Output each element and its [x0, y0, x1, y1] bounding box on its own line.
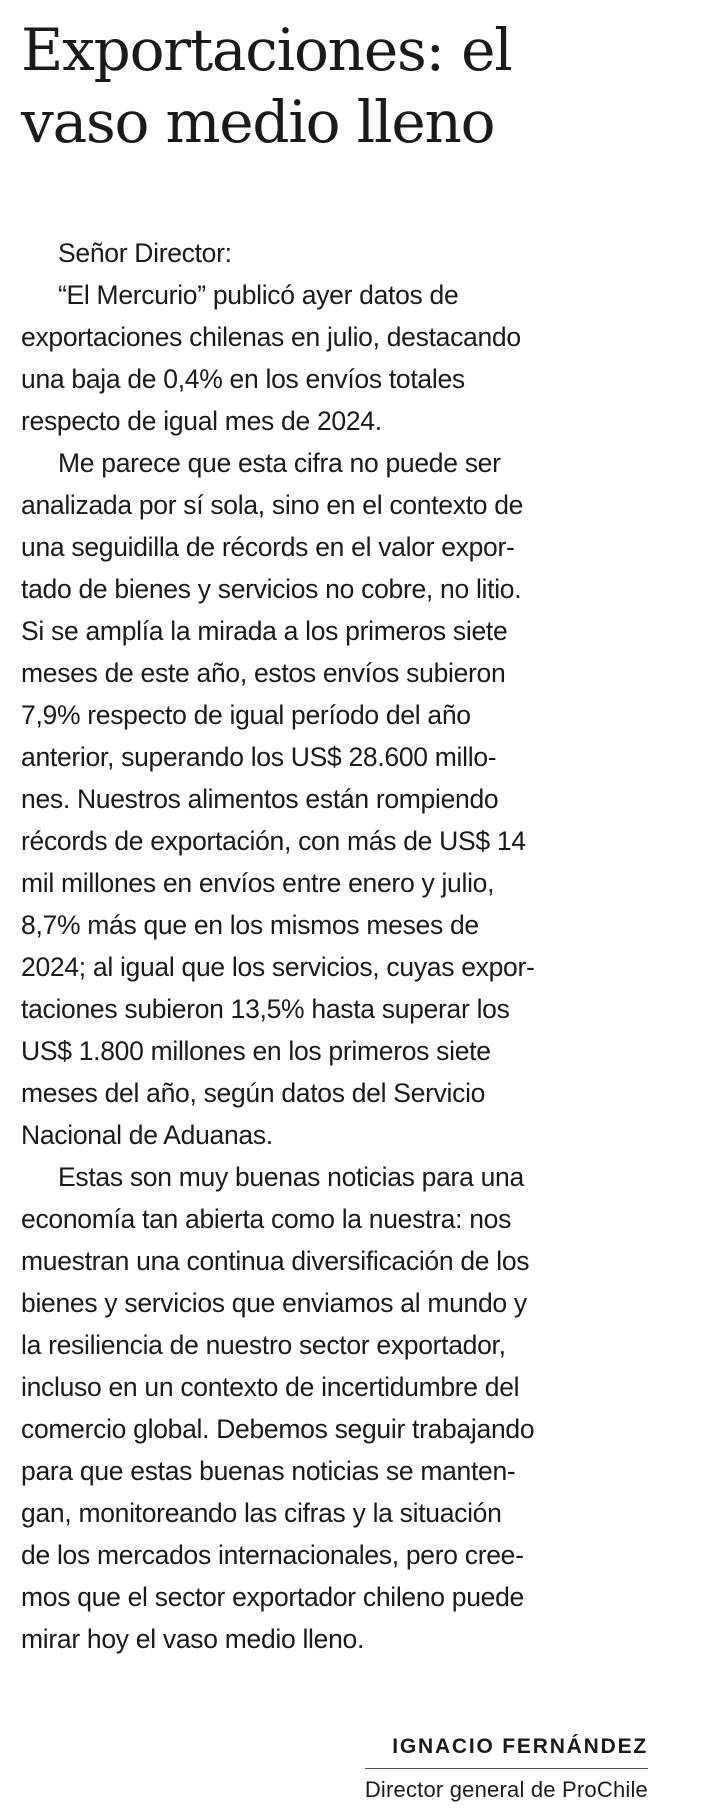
body-line: comercio global. Debemos seguir trabajando — [21, 1414, 535, 1444]
body-line: una seguidilla de récords en el valor expor- — [21, 532, 515, 562]
body-line: meses de este año, estos envíos subieron — [21, 658, 506, 688]
body-line: respecto de igual mes de 2024. — [21, 406, 382, 436]
body-line: mirar hoy el vaso medio lleno. — [21, 1624, 365, 1654]
body-line: taciones subieron 13,5% hasta superar los — [21, 994, 510, 1024]
headline-line: vaso medio lleno — [21, 88, 495, 156]
author-title: Director general de ProChile — [364, 1777, 648, 1802]
body-line: economía tan abierta como la nuestra: nos — [21, 1204, 512, 1234]
body-line: incluso en un contexto de incertidumbre del — [21, 1372, 520, 1402]
body-line: meses del año, según datos del Servicio — [21, 1078, 486, 1108]
body-line: 8,7% más que en los mismos meses de — [21, 910, 479, 940]
signature-divider — [365, 1768, 648, 1769]
body-line: de los mercados internacionales, pero cree- — [21, 1540, 524, 1570]
body-line: Nacional de Aduanas. — [21, 1120, 273, 1150]
body-line: mil millones en envíos entre enero y julio, — [21, 868, 495, 898]
body-line: Estas son muy buenas noticias para una — [58, 1162, 524, 1192]
body-line: mos que el sector exportador chileno puede — [21, 1582, 524, 1612]
signature-block — [365, 1728, 648, 1805]
body-line: para que estas buenas noticias se manten- — [21, 1456, 516, 1486]
body-line: gan, monitoreando las cifras y la situación — [21, 1498, 502, 1528]
body-line: US$ 1.800 millones en los primeros siete — [21, 1036, 491, 1066]
letter-body — [21, 232, 671, 1660]
body-line: tado de bienes y servicios no cobre, no litio. — [21, 574, 522, 604]
body-line: analizada por sí sola, sino en el contexto de — [21, 490, 524, 520]
body-line: bienes y servicios que enviamos al mundo y — [21, 1288, 527, 1318]
body-line: anterior, superando los US$ 28.600 millo- — [21, 742, 497, 772]
body-line: una baja de 0,4% en los envíos totales — [21, 364, 465, 394]
body-line: 7,9% respecto de igual período del año — [21, 700, 471, 730]
author-name: IGNACIO FERNÁNDEZ — [392, 1735, 648, 1758]
headline — [21, 14, 701, 158]
body-line: 2024; al igual que los servicios, cuyas expor- — [21, 952, 535, 982]
body-line: Me parece que esta cifra no puede ser — [58, 448, 501, 478]
body-line: nes. Nuestros alimentos están rompiendo — [21, 784, 499, 814]
body-line: la resiliencia de nuestro sector exportador, — [21, 1330, 506, 1360]
salutation: Señor Director: — [58, 238, 232, 268]
headline-line: Exportaciones: el — [21, 16, 512, 84]
body-line: “El Mercurio” publicó ayer datos de — [58, 280, 459, 310]
body-line: récords de exportación, con más de US$ 14 — [21, 826, 526, 856]
body-line: muestran una continua diversificación de los — [21, 1246, 530, 1276]
body-line: exportaciones chilenas en julio, destacando — [21, 322, 521, 352]
body-line: Si se amplía la mirada a los primeros siete — [21, 616, 508, 646]
